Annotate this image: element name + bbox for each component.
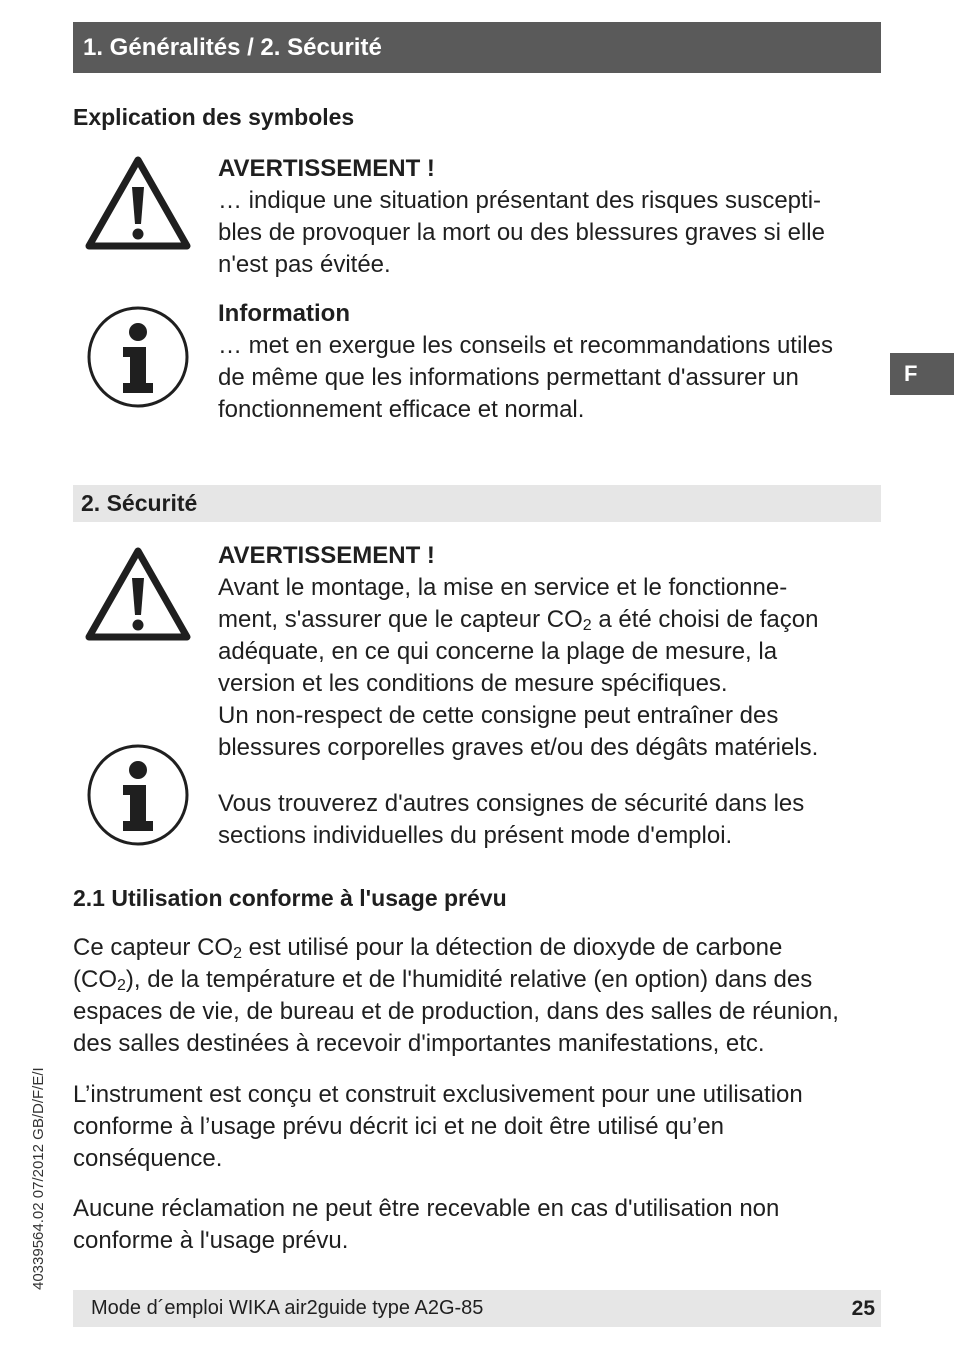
warning-triangle-icon — [84, 545, 192, 643]
usage-p2-line: conforme à l’usage prévu décrit ici et ne doit être utilisé qu’en — [73, 1113, 725, 1140]
warning-triangle-icon — [84, 154, 192, 252]
symbols-warning-line: n'est pas évitée. — [218, 251, 391, 278]
header-title: 1. Généralités / 2. Sécurité — [83, 33, 382, 61]
usage-p3-line: Aucune réclamation ne peut être recevable en cas d'utilisation non — [73, 1195, 780, 1222]
information-icon — [86, 743, 190, 847]
footer-title: Mode d´emploi WIKA air2guide type A2G-85 — [91, 1297, 484, 1319]
usage-p2-line: conséquence. — [73, 1145, 223, 1172]
document-code: 40339564.02 07/2012 GB/D/F/E/I — [30, 1067, 47, 1290]
usage-p1-line: espaces de vie, de bureau et de production, dans des salles de réunion, — [73, 998, 839, 1025]
usage-p1-line: des salles destinées à recevoir d'importantes manifestations, etc. — [73, 1030, 765, 1057]
usage-paragraph-3 — [73, 1193, 779, 1257]
usage-p1-line: Ce capteur $CO_2$ est utilisé pour la détection de dioxyde de carbone — [73, 934, 783, 962]
security-warning-line: version et les conditions de mesure spécifiques. — [218, 670, 728, 697]
usage-p2-line: L’instrument est conçu et construit exclusivement pour une utilisation — [73, 1081, 803, 1108]
security-info-block — [218, 788, 804, 852]
security-warning-line: Avant le montage, la mise en service et le fonctionne- — [218, 574, 788, 601]
language-tab-label: F — [904, 361, 918, 386]
usage-paragraph-1 — [73, 932, 839, 1060]
symbols-information-line: … met en exergue les conseils et recommandations utiles — [218, 332, 833, 359]
usage-p3-line: conforme à l'usage prévu. — [73, 1227, 349, 1254]
security-warning-title: AVERTISSEMENT ! — [218, 542, 435, 569]
symbols-warning-line: … indique une situation présentant des risques suscepti- — [218, 187, 822, 214]
security-heading: 2. Sécurité — [81, 490, 198, 516]
symbols-warning-line: bles de provoquer la mort ou des blessures graves si elle — [218, 219, 825, 246]
security-warning-block — [218, 540, 818, 764]
symbols-heading: Explication des symboles — [73, 104, 355, 130]
symbols-information-line: de même que les informations permettant d'assurer un — [218, 364, 799, 391]
security-info-line: sections individuelles du présent mode d'emploi. — [218, 822, 733, 849]
symbols-information-title: Information — [218, 300, 350, 327]
usage-p1-line: $(CO_2)$, de la température et de l'humidité relative (en option) dans des — [73, 966, 813, 994]
language-tab — [890, 353, 954, 395]
usage-paragraph-2 — [73, 1079, 803, 1175]
page-footer — [73, 1290, 881, 1327]
security-warning-line: ment, s'assurer que le capteur $CO_2$ a été choisi de façon — [218, 606, 819, 634]
symbols-warning-title: AVERTISSEMENT ! — [218, 155, 435, 182]
symbols-warning-block — [218, 153, 825, 281]
security-warning-line: Un non-respect de cette consigne peut entraîner des — [218, 702, 779, 729]
usage-heading: 2.1 Utilisation conforme à l'usage prévu — [73, 885, 507, 911]
page-header — [73, 22, 881, 73]
security-section-bar — [73, 485, 881, 522]
symbols-information-block — [218, 298, 833, 426]
symbols-information-line: fonctionnement efficace et normal. — [218, 396, 585, 423]
information-icon — [86, 305, 190, 409]
security-warning-line: blessures corporelles graves et/ou des dégâts matériels. — [218, 734, 819, 761]
page-number: 25 — [851, 1296, 875, 1320]
security-info-line: Vous trouverez d'autres consignes de sécurité dans les — [218, 790, 805, 817]
security-warning-line: adéquate, en ce qui concerne la plage de mesure, la — [218, 638, 778, 665]
